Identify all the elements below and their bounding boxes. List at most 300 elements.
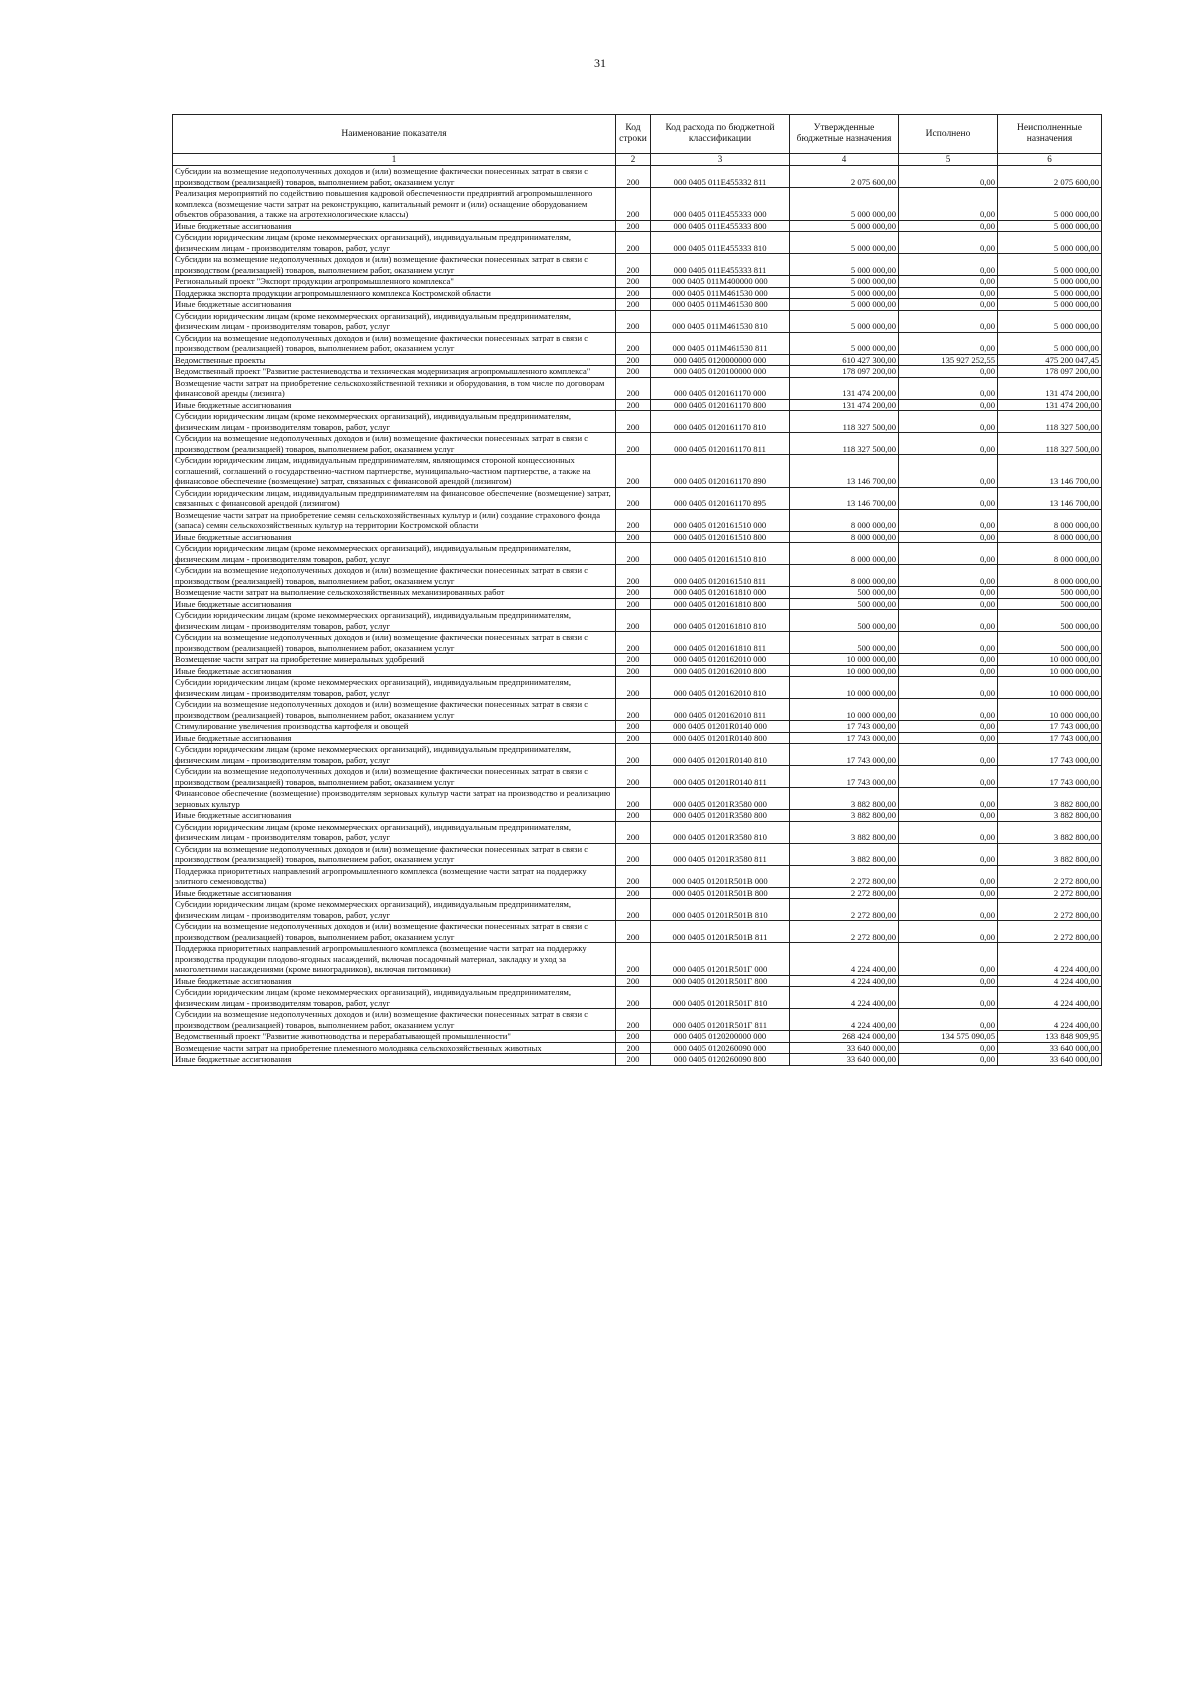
row-unexecuted: 500 000,00: [998, 632, 1102, 654]
table-row: [173, 810, 1102, 822]
row-code: 200: [616, 943, 651, 976]
row-kbk: 000 0405 0120161510 811: [651, 565, 790, 587]
table-row: [173, 287, 1102, 299]
row-unexecuted: 178 097 200,00: [998, 366, 1102, 378]
row-unexecuted: 475 200 047,45: [998, 354, 1102, 366]
row-executed: 0,00: [899, 310, 998, 332]
row-executed: 0,00: [899, 766, 998, 788]
col-num-2: 2: [616, 154, 651, 166]
row-executed: 0,00: [899, 166, 998, 188]
row-unexecuted: 3 882 800,00: [998, 843, 1102, 865]
row-code: 200: [616, 821, 651, 843]
row-kbk: 000 0405 0120161170 895: [651, 487, 790, 509]
row-name: Поддержка приоритетных направлений агропромышленного комплекса (возмещение части затрат на поддержку производства продукции плодово-ягодных насаждений, включая посадочный материал, закладку и уход за многолетними насаждениями (кроме виноградников), включая питомники): [173, 943, 616, 976]
row-code: 200: [616, 677, 651, 699]
row-name: Субсидии юридическим лицам (кроме некоммерческих организаций), индивидуальным предпринимателям, физическим лицам - производителям товаров, работ, услуг: [173, 899, 616, 921]
table-row: [173, 220, 1102, 232]
row-executed: 0,00: [899, 887, 998, 899]
table-row: [173, 299, 1102, 311]
row-executed: 0,00: [899, 899, 998, 921]
row-kbk: 000 0405 01201R0140 810: [651, 744, 790, 766]
row-code: 200: [616, 665, 651, 677]
row-code: 200: [616, 975, 651, 987]
row-executed: 0,00: [899, 565, 998, 587]
table-row: [173, 732, 1102, 744]
row-code: 200: [616, 166, 651, 188]
table-row: [173, 188, 1102, 221]
row-name: Иные бюджетные ассигнования: [173, 598, 616, 610]
header-executed: Исполнено: [899, 115, 998, 154]
row-approved: 13 146 700,00: [790, 487, 899, 509]
table-row: [173, 699, 1102, 721]
row-approved: 17 743 000,00: [790, 721, 899, 733]
table-row: [173, 665, 1102, 677]
col-num-4: 4: [790, 154, 899, 166]
row-name: Субсидии юридическим лицам (кроме некоммерческих организаций), индивидуальным предпринимателям, физическим лицам - производителям товаров, работ, услуг: [173, 987, 616, 1009]
row-executed: 0,00: [899, 1009, 998, 1031]
row-kbk: 000 0405 0120162010 800: [651, 665, 790, 677]
row-kbk: 000 0405 01201R0140 800: [651, 732, 790, 744]
row-kbk: 000 0405 011M400000 000: [651, 276, 790, 288]
row-unexecuted: 13 146 700,00: [998, 487, 1102, 509]
row-code: 200: [616, 310, 651, 332]
row-executed: 0,00: [899, 399, 998, 411]
row-kbk: 000 0405 0120260090 000: [651, 1042, 790, 1054]
row-kbk: 000 0405 01201R501Г 000: [651, 943, 790, 976]
table-row: [173, 366, 1102, 378]
row-name: Реализация мероприятий по содействию повышения кадровой обеспеченности предприятий агропромышленного комплекса (возмещение части затрат на реконструкцию, капитальный ремонт и (или) оснащение оборудованием объектов образования, а также на агротехнологические классы): [173, 188, 616, 221]
row-code: 200: [616, 455, 651, 488]
table-row: [173, 598, 1102, 610]
row-name: Ведомственный проект "Развитие растениеводства и техническая модернизация агропромышленного комплекса": [173, 366, 616, 378]
row-unexecuted: 5 000 000,00: [998, 310, 1102, 332]
row-kbk: 000 0405 01201R501B 800: [651, 887, 790, 899]
table-row: [173, 843, 1102, 865]
row-unexecuted: 17 743 000,00: [998, 732, 1102, 744]
table-row: [173, 377, 1102, 399]
row-approved: 2 272 800,00: [790, 921, 899, 943]
row-kbk: 000 0405 01201R501B 810: [651, 899, 790, 921]
row-approved: 33 640 000,00: [790, 1042, 899, 1054]
row-code: 200: [616, 587, 651, 599]
row-approved: 10 000 000,00: [790, 699, 899, 721]
row-unexecuted: 8 000 000,00: [998, 543, 1102, 565]
row-unexecuted: 3 882 800,00: [998, 810, 1102, 822]
row-approved: 2 272 800,00: [790, 887, 899, 899]
row-code: 200: [616, 411, 651, 433]
row-kbk: 000 0405 0120161510 000: [651, 509, 790, 531]
table-row: [173, 1042, 1102, 1054]
row-kbk: 000 0405 01201R0140 000: [651, 721, 790, 733]
table-row: [173, 788, 1102, 810]
row-code: 200: [616, 744, 651, 766]
row-name: Поддержка приоритетных направлений агропромышленного комплекса (возмещение части затрат на поддержку элитного семеноводства): [173, 865, 616, 887]
row-unexecuted: 131 474 200,00: [998, 399, 1102, 411]
row-executed: 0,00: [899, 543, 998, 565]
row-approved: 118 327 500,00: [790, 411, 899, 433]
row-unexecuted: 33 640 000,00: [998, 1054, 1102, 1066]
row-approved: 5 000 000,00: [790, 220, 899, 232]
row-code: 200: [616, 1031, 651, 1043]
row-kbk: 000 0405 011M461530 811: [651, 332, 790, 354]
row-name: Иные бюджетные ассигнования: [173, 399, 616, 411]
row-code: 200: [616, 1009, 651, 1031]
row-approved: 5 000 000,00: [790, 332, 899, 354]
row-name: Иные бюджетные ассигнования: [173, 975, 616, 987]
row-executed: 0,00: [899, 366, 998, 378]
row-code: 200: [616, 1042, 651, 1054]
table-row: [173, 587, 1102, 599]
row-approved: 10 000 000,00: [790, 654, 899, 666]
table-row: [173, 509, 1102, 531]
row-code: 200: [616, 921, 651, 943]
row-unexecuted: 8 000 000,00: [998, 531, 1102, 543]
row-name: Субсидии на возмещение недополученных доходов и (или) возмещение фактически понесенных затрат в связи с производством (реализацией) товаров, выполнением работ, оказанием услуг: [173, 766, 616, 788]
row-name: Ведомственные проекты: [173, 354, 616, 366]
row-approved: 5 000 000,00: [790, 310, 899, 332]
row-unexecuted: 10 000 000,00: [998, 665, 1102, 677]
row-executed: 0,00: [899, 721, 998, 733]
row-name: Иные бюджетные ассигнования: [173, 810, 616, 822]
row-name: Субсидии на возмещение недополученных доходов и (или) возмещение фактически понесенных затрат в связи с производством (реализацией) товаров, выполнением работ, оказанием услуг: [173, 843, 616, 865]
row-approved: 2 272 800,00: [790, 899, 899, 921]
row-kbk: 000 0405 011M461530 810: [651, 310, 790, 332]
row-approved: 5 000 000,00: [790, 188, 899, 221]
row-executed: 0,00: [899, 254, 998, 276]
row-name: Субсидии юридическим лицам (кроме некоммерческих организаций), индивидуальным предпринимателям, физическим лицам - производителям товаров, работ, услуг: [173, 411, 616, 433]
row-name: Возмещение части затрат на приобретение семян сельскохозяйственных культур и (или) создание страхового фонда (запаса) семян сельскохозяйственных культур на территории Костромской области: [173, 509, 616, 531]
row-name: Субсидии на возмещение недополученных доходов и (или) возмещение фактически понесенных затрат в связи с производством (реализацией) товаров, выполнением работ, оказанием услуг: [173, 254, 616, 276]
header-name: Наименование показателя: [173, 115, 616, 154]
row-code: 200: [616, 232, 651, 254]
row-kbk: 000 0405 0120200000 000: [651, 1031, 790, 1043]
row-approved: 4 224 400,00: [790, 975, 899, 987]
table-header-row: [173, 115, 1102, 154]
row-code: 200: [616, 899, 651, 921]
row-unexecuted: 13 146 700,00: [998, 455, 1102, 488]
row-approved: 4 224 400,00: [790, 1009, 899, 1031]
row-approved: 5 000 000,00: [790, 287, 899, 299]
row-executed: 0,00: [899, 411, 998, 433]
row-name: Стимулирование увеличения производства картофеля и овощей: [173, 721, 616, 733]
row-executed: 0,00: [899, 810, 998, 822]
row-kbk: 000 0405 0120161170 890: [651, 455, 790, 488]
row-unexecuted: 17 743 000,00: [998, 744, 1102, 766]
row-name: Поддержка экспорта продукции агропромышленного комплекса Костромской области: [173, 287, 616, 299]
row-name: Субсидии юридическим лицам (кроме некоммерческих организаций), индивидуальным предпринимателям, физическим лицам - производителям товаров, работ, услуг: [173, 310, 616, 332]
row-name: Субсидии на возмещение недополученных доходов и (или) возмещение фактически понесенных затрат в связи с производством (реализацией) товаров, выполнением работ, оказанием услуг: [173, 1009, 616, 1031]
table-row: [173, 921, 1102, 943]
header-approved: Утвержденные бюджетные назначения: [790, 115, 899, 154]
row-code: 200: [616, 1054, 651, 1066]
row-name: Иные бюджетные ассигнования: [173, 665, 616, 677]
row-unexecuted: 3 882 800,00: [998, 788, 1102, 810]
row-name: Иные бюджетные ассигнования: [173, 887, 616, 899]
row-executed: 0,00: [899, 487, 998, 509]
table-row: [173, 677, 1102, 699]
row-name: Субсидии юридическим лицам (кроме некоммерческих организаций), индивидуальным предпринимателям, физическим лицам - производителям товаров, работ, услуг: [173, 543, 616, 565]
row-name: Субсидии на возмещение недополученных доходов и (или) возмещение фактически понесенных затрат в связи с производством (реализацией) товаров, выполнением работ, оказанием услуг: [173, 166, 616, 188]
row-approved: 3 882 800,00: [790, 788, 899, 810]
row-unexecuted: 5 000 000,00: [998, 220, 1102, 232]
row-executed: 0,00: [899, 332, 998, 354]
row-kbk: 000 0405 0120161170 800: [651, 399, 790, 411]
row-code: 200: [616, 287, 651, 299]
row-unexecuted: 5 000 000,00: [998, 254, 1102, 276]
row-kbk: 000 0405 0120161810 810: [651, 610, 790, 632]
header-kbk: Код расхода по бюджетной классификации: [651, 115, 790, 154]
row-code: 200: [616, 565, 651, 587]
row-unexecuted: 8 000 000,00: [998, 565, 1102, 587]
row-executed: 0,00: [899, 188, 998, 221]
row-unexecuted: 4 224 400,00: [998, 943, 1102, 976]
row-code: 200: [616, 632, 651, 654]
row-code: 200: [616, 220, 651, 232]
table-row: [173, 610, 1102, 632]
row-executed: 0,00: [899, 943, 998, 976]
row-approved: 5 000 000,00: [790, 232, 899, 254]
row-executed: 0,00: [899, 744, 998, 766]
table-row: [173, 821, 1102, 843]
header-unexecuted: Неисполненные назначения: [998, 115, 1102, 154]
row-approved: 2 075 600,00: [790, 166, 899, 188]
row-code: 200: [616, 509, 651, 531]
row-code: 200: [616, 732, 651, 744]
row-unexecuted: 5 000 000,00: [998, 332, 1102, 354]
page-number: 31: [594, 56, 606, 70]
row-unexecuted: 33 640 000,00: [998, 1042, 1102, 1054]
row-code: 200: [616, 887, 651, 899]
row-kbk: 000 0405 0120161170 811: [651, 433, 790, 455]
row-name: Субсидии юридическим лицам (кроме некоммерческих организаций), индивидуальным предпринимателям, физическим лицам - производителям товаров, работ, услуг: [173, 232, 616, 254]
row-kbk: 000 0405 0120161510 800: [651, 531, 790, 543]
row-name: Субсидии юридическим лицам (кроме некоммерческих организаций), индивидуальным предпринимателям, физическим лицам - производителям товаров, работ, услуг: [173, 821, 616, 843]
row-approved: 500 000,00: [790, 598, 899, 610]
row-name: Субсидии на возмещение недополученных доходов и (или) возмещение фактически понесенных затрат в связи с производством (реализацией) товаров, выполнением работ, оказанием услуг: [173, 433, 616, 455]
row-kbk: 000 0405 011M461530 800: [651, 299, 790, 311]
table-row: [173, 721, 1102, 733]
row-kbk: 000 0405 01201R3580 811: [651, 843, 790, 865]
table-row: [173, 433, 1102, 455]
row-unexecuted: 5 000 000,00: [998, 232, 1102, 254]
row-approved: 5 000 000,00: [790, 299, 899, 311]
row-approved: 118 327 500,00: [790, 433, 899, 455]
table-row: [173, 543, 1102, 565]
table-row: [173, 1009, 1102, 1031]
row-executed: 0,00: [899, 377, 998, 399]
table-row: [173, 899, 1102, 921]
row-executed: 0,00: [899, 699, 998, 721]
row-executed: 0,00: [899, 509, 998, 531]
row-kbk: 000 0405 0120161810 811: [651, 632, 790, 654]
row-kbk: 000 0405 01201R0140 811: [651, 766, 790, 788]
row-approved: 268 424 000,00: [790, 1031, 899, 1043]
row-unexecuted: 500 000,00: [998, 587, 1102, 599]
row-name: Возмещение части затрат на приобретение племенного молодняка сельскохозяйственных животных: [173, 1042, 616, 1054]
row-kbk: 000 0405 011E455333 810: [651, 232, 790, 254]
table-row: [173, 411, 1102, 433]
row-unexecuted: 2 272 800,00: [998, 921, 1102, 943]
row-approved: 4 224 400,00: [790, 943, 899, 976]
row-code: 200: [616, 366, 651, 378]
row-kbk: 000 0405 0120162010 810: [651, 677, 790, 699]
col-num-3: 3: [651, 154, 790, 166]
col-num-5: 5: [899, 154, 998, 166]
col-num-1: 1: [173, 154, 616, 166]
table-row: [173, 1031, 1102, 1043]
row-approved: 8 000 000,00: [790, 531, 899, 543]
row-name: Финансовое обеспечение (возмещение) производителям зерновых культур части затрат на производство и реализацию зерновых культур: [173, 788, 616, 810]
row-approved: 131 474 200,00: [790, 399, 899, 411]
table-row: [173, 487, 1102, 509]
row-approved: 2 272 800,00: [790, 865, 899, 887]
row-kbk: 000 0405 011M461530 000: [651, 287, 790, 299]
row-kbk: 000 0405 0120161510 810: [651, 543, 790, 565]
row-approved: 10 000 000,00: [790, 677, 899, 699]
table-row: [173, 1054, 1102, 1066]
row-code: 200: [616, 531, 651, 543]
table-row: [173, 987, 1102, 1009]
row-kbk: 000 0405 0120000000 000: [651, 354, 790, 366]
table-row: [173, 399, 1102, 411]
row-executed: 0,00: [899, 665, 998, 677]
row-name: Субсидии на возмещение недополученных доходов и (или) возмещение фактически понесенных затрат в связи с производством (реализацией) товаров, выполнением работ, оказанием услуг: [173, 921, 616, 943]
table-row: [173, 455, 1102, 488]
row-executed: 0,00: [899, 677, 998, 699]
table-row: [173, 744, 1102, 766]
table-row: [173, 975, 1102, 987]
row-approved: 610 427 300,00: [790, 354, 899, 366]
row-executed: 0,00: [899, 821, 998, 843]
row-approved: 500 000,00: [790, 632, 899, 654]
table-row: [173, 254, 1102, 276]
row-approved: 3 882 800,00: [790, 810, 899, 822]
row-name: Субсидии юридическим лицам (кроме некоммерческих организаций), индивидуальным предпринимателям, физическим лицам - производителям товаров, работ, услуг: [173, 744, 616, 766]
row-code: 200: [616, 721, 651, 733]
row-code: 200: [616, 766, 651, 788]
row-executed: 0,00: [899, 455, 998, 488]
row-name: Возмещение части затрат на выполнение сельскохозяйственных механизированных работ: [173, 587, 616, 599]
row-executed: 0,00: [899, 287, 998, 299]
row-kbk: 000 0405 011E455333 800: [651, 220, 790, 232]
row-approved: 500 000,00: [790, 587, 899, 599]
row-code: 200: [616, 598, 651, 610]
table-row: [173, 943, 1102, 976]
row-unexecuted: 10 000 000,00: [998, 654, 1102, 666]
row-executed: 0,00: [899, 587, 998, 599]
row-unexecuted: 131 474 200,00: [998, 377, 1102, 399]
row-kbk: 000 0405 011E455333 811: [651, 254, 790, 276]
row-kbk: 000 0405 0120161810 800: [651, 598, 790, 610]
table-row: [173, 865, 1102, 887]
row-approved: 10 000 000,00: [790, 665, 899, 677]
row-unexecuted: 8 000 000,00: [998, 509, 1102, 531]
row-unexecuted: 5 000 000,00: [998, 276, 1102, 288]
row-approved: 3 882 800,00: [790, 821, 899, 843]
row-name: Возмещение части затрат на приобретение минеральных удобрений: [173, 654, 616, 666]
row-executed: 0,00: [899, 1042, 998, 1054]
col-num-6: 6: [998, 154, 1102, 166]
row-executed: 0,00: [899, 610, 998, 632]
row-kbk: 000 0405 0120162010 811: [651, 699, 790, 721]
row-executed: 135 927 252,55: [899, 354, 998, 366]
row-name: Субсидии юридическим лицам, индивидуальным предпринимателям, являющимся стороной концессионных соглашений, соглашений о государственно-частном партнерстве, муниципально-частном партнерстве, а также на финансовое обеспечение (возмещение) затрат, связанных с финансовой арендой (лизингом): [173, 455, 616, 488]
row-code: 200: [616, 865, 651, 887]
row-executed: 0,00: [899, 921, 998, 943]
table-body: [173, 166, 1102, 1066]
row-kbk: 000 0405 01201R3580 810: [651, 821, 790, 843]
row-name: Субсидии на возмещение недополученных доходов и (или) возмещение фактически понесенных затрат в связи с производством (реализацией) товаров, выполнением работ, оказанием услуг: [173, 632, 616, 654]
row-executed: 0,00: [899, 732, 998, 744]
row-name: Субсидии на возмещение недополученных доходов и (или) возмещение фактически понесенных затрат в связи с производством (реализацией) товаров, выполнением работ, оказанием услуг: [173, 699, 616, 721]
row-unexecuted: 17 743 000,00: [998, 766, 1102, 788]
row-approved: 8 000 000,00: [790, 509, 899, 531]
row-name: Иные бюджетные ассигнования: [173, 732, 616, 744]
row-code: 200: [616, 543, 651, 565]
row-unexecuted: 2 075 600,00: [998, 166, 1102, 188]
row-approved: 5 000 000,00: [790, 276, 899, 288]
row-code: 200: [616, 188, 651, 221]
row-approved: 8 000 000,00: [790, 543, 899, 565]
row-code: 200: [616, 299, 651, 311]
row-code: 200: [616, 399, 651, 411]
row-unexecuted: 2 272 800,00: [998, 899, 1102, 921]
row-executed: 0,00: [899, 654, 998, 666]
row-unexecuted: 118 327 500,00: [998, 433, 1102, 455]
row-name: Субсидии на возмещение недополученных доходов и (или) возмещение фактически понесенных затрат в связи с производством (реализацией) товаров, выполнением работ, оказанием услуг: [173, 332, 616, 354]
row-kbk: 000 0405 0120161810 000: [651, 587, 790, 599]
table-row: [173, 565, 1102, 587]
row-kbk: 000 0405 01201R501Г 800: [651, 975, 790, 987]
row-kbk: 000 0405 01201R501B 811: [651, 921, 790, 943]
row-approved: 4 224 400,00: [790, 987, 899, 1009]
table-row: [173, 166, 1102, 188]
row-code: 200: [616, 843, 651, 865]
row-code: 200: [616, 487, 651, 509]
row-approved: 8 000 000,00: [790, 565, 899, 587]
table-row: [173, 632, 1102, 654]
row-name: Иные бюджетные ассигнования: [173, 531, 616, 543]
row-executed: 0,00: [899, 975, 998, 987]
row-unexecuted: 10 000 000,00: [998, 699, 1102, 721]
row-executed: 0,00: [899, 1054, 998, 1066]
row-unexecuted: 2 272 800,00: [998, 865, 1102, 887]
row-name: Ведомственный проект "Развитие животноводства и перерабатывающей промышленности": [173, 1031, 616, 1043]
row-approved: 13 146 700,00: [790, 455, 899, 488]
row-executed: 0,00: [899, 232, 998, 254]
row-kbk: 000 0405 0120260090 800: [651, 1054, 790, 1066]
row-name: Иные бюджетные ассигнования: [173, 220, 616, 232]
row-executed: 0,00: [899, 632, 998, 654]
row-unexecuted: 5 000 000,00: [998, 188, 1102, 221]
row-unexecuted: 4 224 400,00: [998, 1009, 1102, 1031]
row-executed: 0,00: [899, 865, 998, 887]
row-name: Возмещение части затрат на приобретение сельскохозяйственной техники и оборудования, в том числе по договорам финансовой аренды (лизинга): [173, 377, 616, 399]
row-unexecuted: 118 327 500,00: [998, 411, 1102, 433]
row-code: 200: [616, 810, 651, 822]
row-name: Иные бюджетные ассигнования: [173, 299, 616, 311]
row-approved: 17 743 000,00: [790, 732, 899, 744]
row-code: 200: [616, 610, 651, 632]
row-kbk: 000 0405 0120162010 000: [651, 654, 790, 666]
row-unexecuted: 3 882 800,00: [998, 821, 1102, 843]
row-kbk: 000 0405 01201R501B 000: [651, 865, 790, 887]
row-kbk: 000 0405 01201R3580 000: [651, 788, 790, 810]
table-row: [173, 654, 1102, 666]
row-unexecuted: 5 000 000,00: [998, 299, 1102, 311]
row-kbk: 000 0405 0120100000 000: [651, 366, 790, 378]
row-kbk: 000 0405 011E455333 000: [651, 188, 790, 221]
